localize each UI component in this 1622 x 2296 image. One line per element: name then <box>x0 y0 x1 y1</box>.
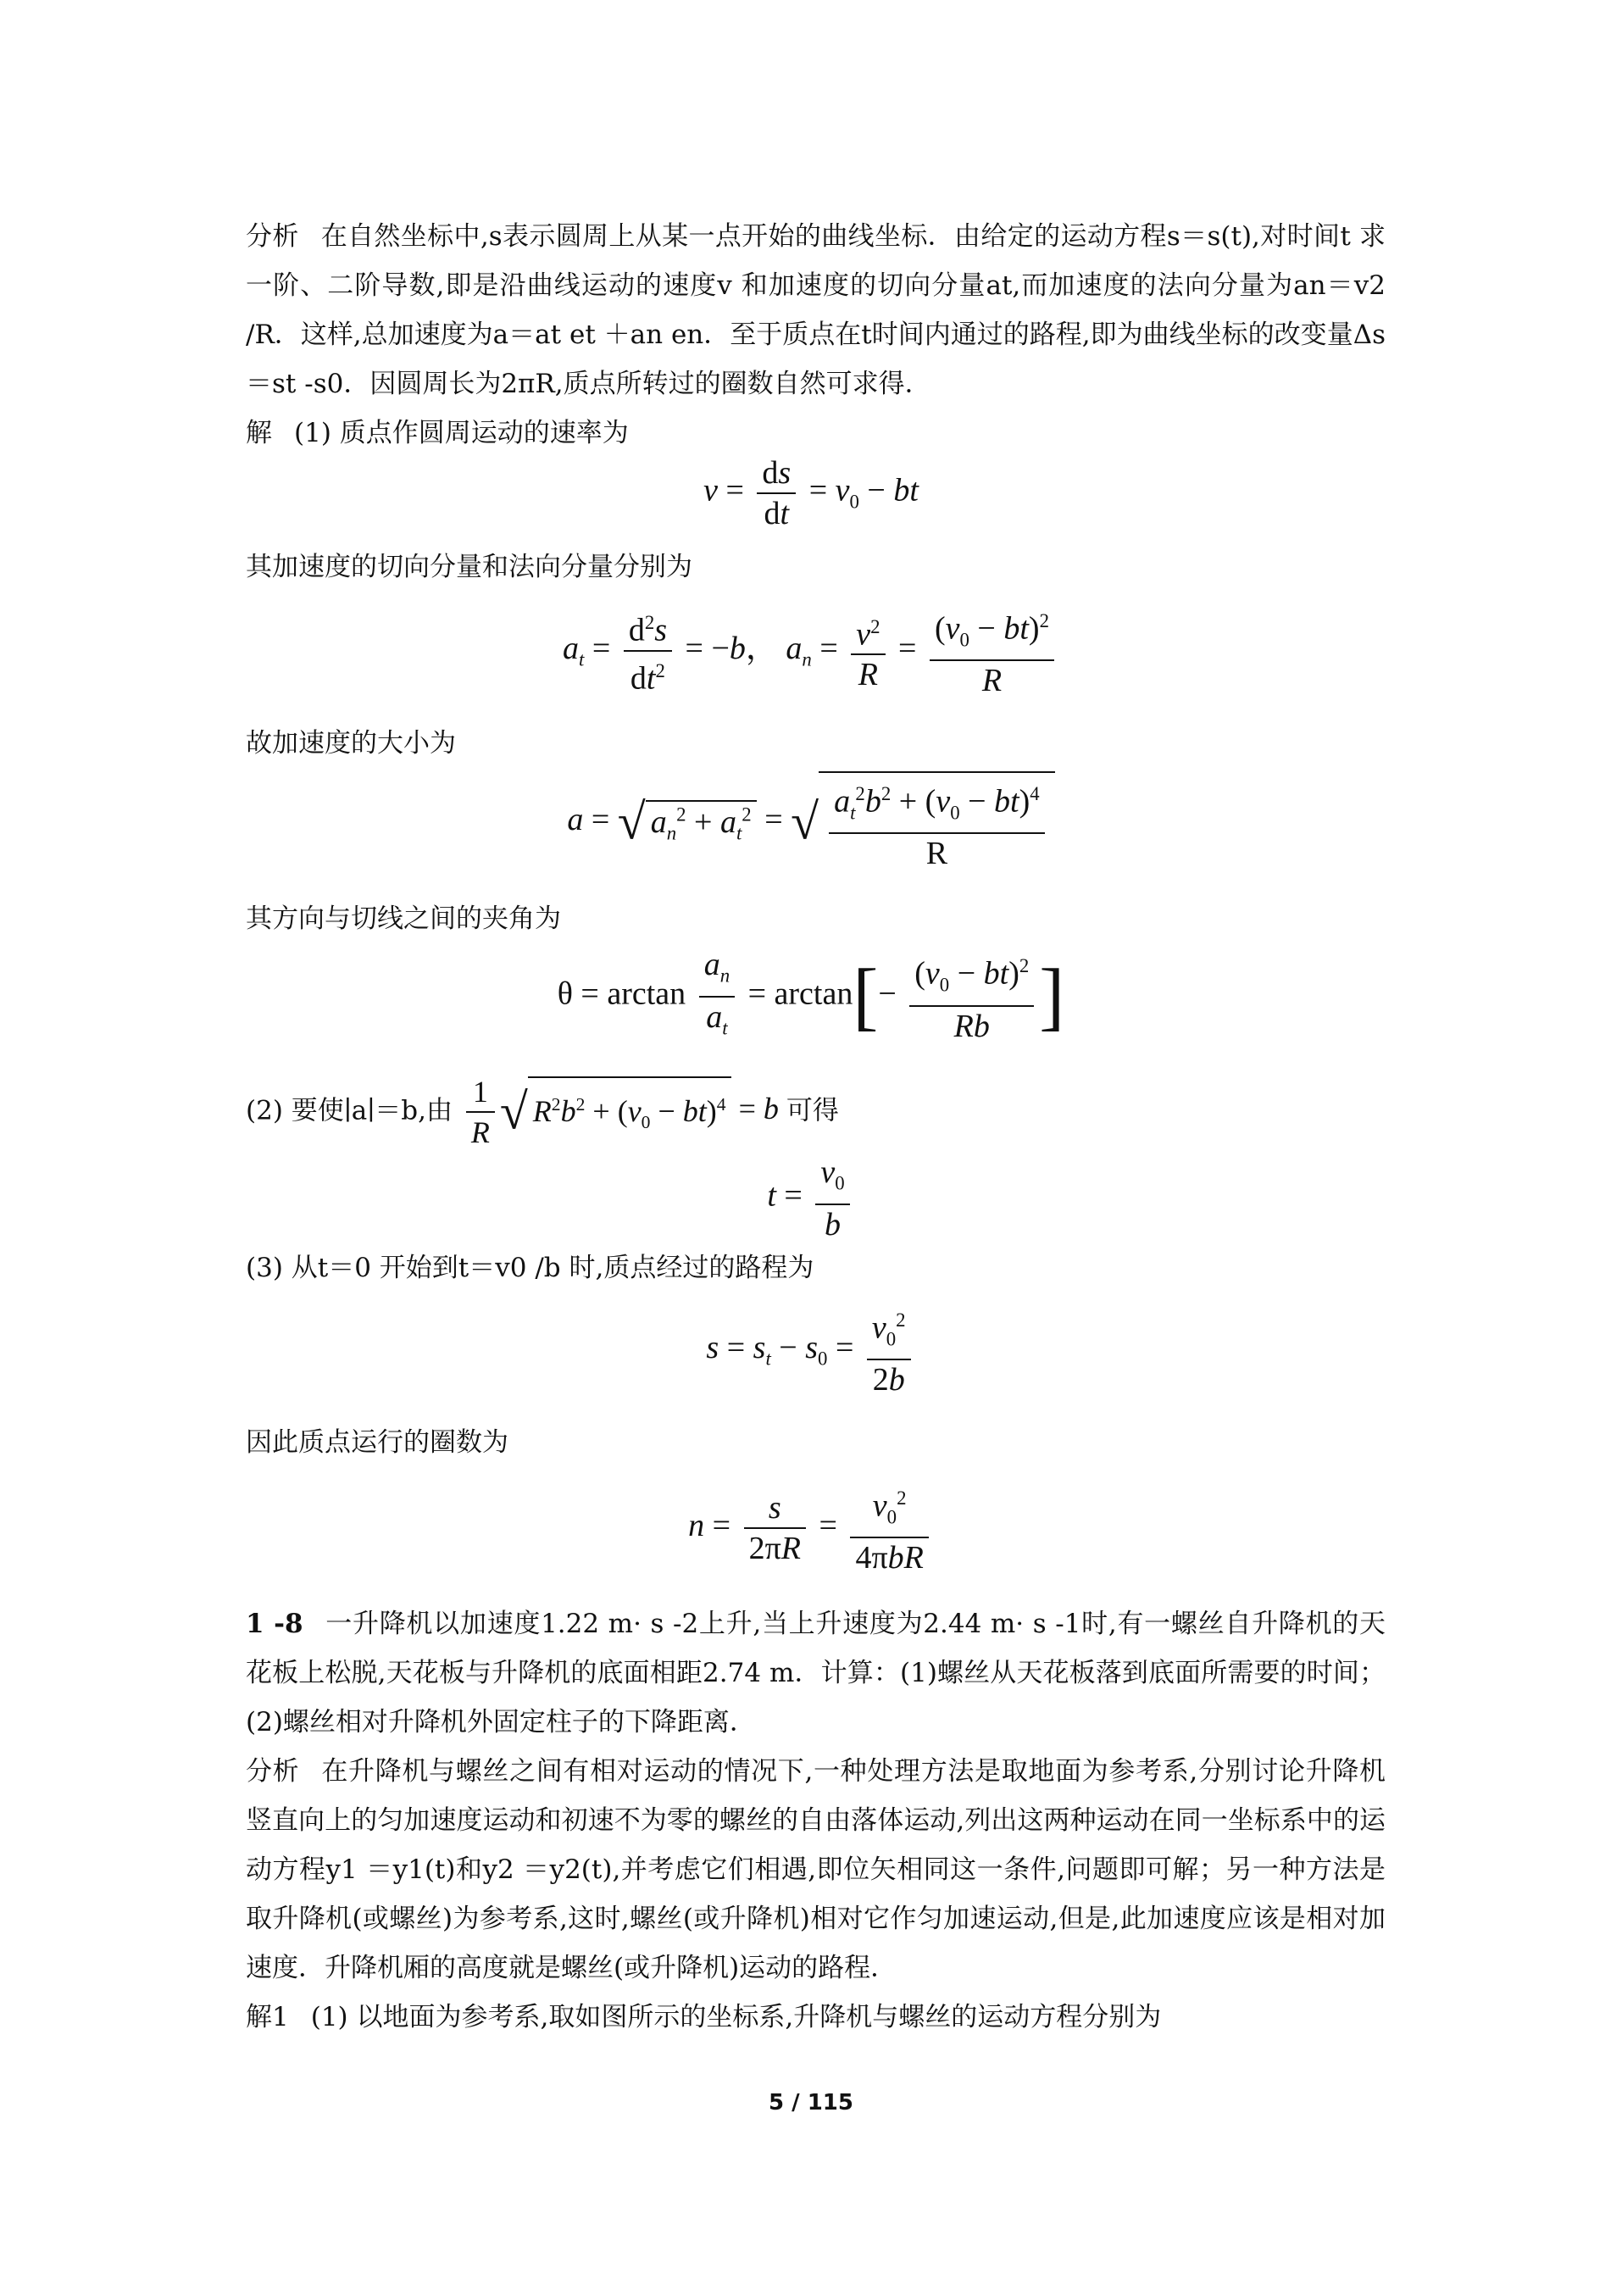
page-number: 5 / 115 <box>769 2090 853 2115</box>
equation-velocity: v = $\frac{ds}{dt}$ = $v_0$ − bt <box>703 455 919 531</box>
problem-number: 1 -8 <box>246 1609 303 1639</box>
solution-part1-text: (1) 质点作圆周运动的速率为 <box>294 418 629 448</box>
analysis-label-2: 分析 <box>246 1756 300 1787</box>
part2-prefix: (2) 要使∣a∣＝b,由 <box>246 1095 453 1126</box>
text-line: 其方向与切线之间的夹角为 <box>246 903 561 934</box>
problem-text: 一升降机以加速度1.22 m· s -2上升,当上升速度为2.44 m· s -1时,有一螺丝自升降机的天花板上松脱,天花板与升降机的底面相距2.74 m．计算：(1)螺丝从天花板落到底面所需要的时间；(2)螺丝相对升降机外固定柱子的下降距离． <box>246 1609 1386 1737</box>
solution-2-label: 解1 <box>246 2002 289 2032</box>
text-line: 其加速度的切向分量和法向分量分别为 <box>246 552 692 582</box>
line-angle <box>246 894 1386 943</box>
line-magnitude <box>246 719 1386 768</box>
part2-line <box>246 1072 1386 1152</box>
equation-at-an: $a_t$ = $\frac{d^2s}{dt^2}$ = −b， $a_n$ = $\frac{v^2}{R}$ = $\frac{(v_0 - bt)^2}{R}$ <box>0 602 1622 700</box>
solution-line-1 <box>246 409 1386 458</box>
solution-label: 解 <box>246 418 272 448</box>
equation-s: $s = s_t - s_0$ = $\frac{v_0^2}{2b}$ <box>0 1301 1622 1399</box>
equation-acceleration-magnitude: a = √ $a_n^2 + a_t^2$ = √ $\frac{a_t^2b^2 + (v_0 - bt)^4}{R}$ <box>0 771 1622 873</box>
text-line: (3) 从t＝0 开始到t＝v0 /b 时,质点经过的路程为 <box>246 1253 814 1283</box>
solution-2-text: (1) 以地面为参考系,取如图所示的坐标系,升降机与螺丝的运动方程分别为 <box>310 2002 1162 2032</box>
analysis-paragraph-1 <box>246 212 1386 409</box>
equation-n: n = $\frac{s}{2\pi R}$ = $\frac{v_0^2}{\text{4πbR}}$ <box>0 1479 1622 1577</box>
part2-suffix: 可得 <box>786 1095 839 1126</box>
text-line: 故加速度的大小为 <box>246 728 456 759</box>
analysis-paragraph-2 <box>246 1747 1386 1993</box>
line-tangential-normal <box>246 542 1386 592</box>
analysis-text: 在自然坐标中,s表示圆周上从某一点开始的曲线坐标．由给定的运动方程s＝s(t),对时间t 求一阶、二阶导数,即是沿曲线运动的速度v 和加速度的切向分量at,而加速度的法向分量为an＝v2 /R．这样,总加速度为a＝at et ＋an en．至于质点在t时间内通过的路程,即为曲线坐标的改变量Δs＝st -s0．因圆周长为2πR,质点所转过的圈数自然可求得． <box>246 221 1386 399</box>
equation-theta: θ = arctan $\frac{a_n}{a_t}$ = arctan[− $\frac{(v_0 - bt)^2}{Rb}$ ] <box>557 947 1065 1044</box>
analysis-text-2: 在升降机与螺丝之间有相对运动的情况下,一种处理方法是取地面为参考系,分别讨论升降机竖直向上的匀加速度运动和初速不为零的螺丝的自由落体运动,列出这两种运动在同一坐标系中的运动方程y1 ＝y1(t)和y2 ＝y2(t),并考虑它们相遇,即位矢相同这一条件,问题即可解；另一种方法是取升降机(或螺丝)为参考系,这时,螺丝(或升降机)相对它作匀加速运动,但是,此加速度应该是相对加速度．升降机厢的高度就是螺丝(或升降机)运动的路程． <box>246 1756 1386 1983</box>
part2-condition: $\frac{1}{R}$ √ $R^2b^2 + (v_0 - bt)^4 = b$ <box>461 1092 786 1126</box>
analysis-label: 分析 <box>246 221 299 252</box>
text-line: 因此质点运行的圈数为 <box>246 1427 508 1458</box>
part3-line <box>246 1243 1386 1293</box>
solution-2-line <box>246 1993 1386 2042</box>
problem-1-8 <box>246 1599 1386 1747</box>
line-turns <box>246 1418 1386 1467</box>
equation-t: t = $\frac{v_0}{b}$ <box>0 1153 1622 1244</box>
